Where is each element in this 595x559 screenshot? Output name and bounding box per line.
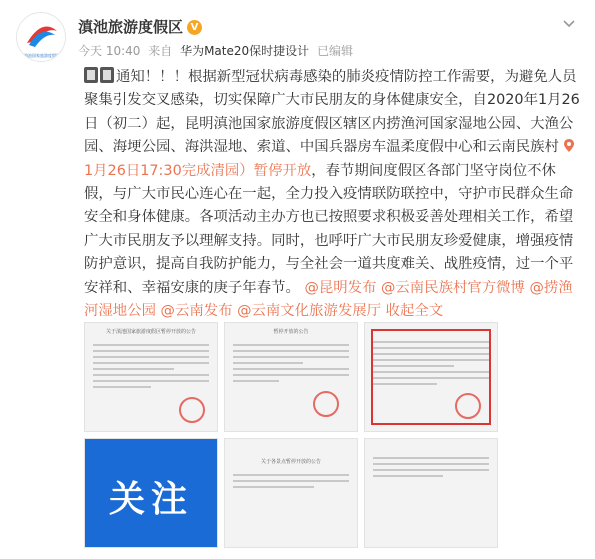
svg-text:滇池国家旅游度假区: 滇池国家旅游度假区: [24, 53, 60, 58]
post-body: [84, 66, 582, 323]
collapse-text-link[interactable]: 收起全文: [385, 303, 444, 320]
mention-link[interactable]: @捞渔河湿地公园: [84, 279, 573, 320]
post-time[interactable]: 今天 10:40: [78, 44, 141, 58]
post-body-text-2: ，春节期间度假区各部门坚守岗位不休假，与广大市民心连心在一起，全力投入疫情联防联控中，守护市民群众生命安全和身体健康。各项活动主办方也已按照要求积极妥善处理相关工作，希望广大市民朋友予以理解支持。同时，也呼吁广大市民朋友珍爱健康，增强疫情防护意识，提高自我防护能力，与全社会一道共度难关、战胜疫情，过一个平安祥和、幸福安康的庚子年春节。: [84, 162, 574, 296]
red-stamp-icon: [179, 397, 205, 423]
notice-label: 通知！！！: [116, 69, 188, 85]
chevron-down-icon[interactable]: [562, 16, 576, 30]
document-title: 暂停开放的公告: [273, 329, 309, 335]
post-body-text-1: 根据新型冠状病毒感染的肺炎疫情防控工作需要，为避免人员聚集引发交叉感染，切实保障广大市民朋友的身体健康安全，自2020年1月26日（初二）起，昆明滇池国家旅游度假区辖区内捞渔河国家湿地公园、大渔公园、海埂公园、海洪湿地、索道、中国兵器房车温柔度假中心和云南民族村: [84, 69, 580, 156]
edited-label[interactable]: 已编辑: [316, 44, 353, 58]
device-source[interactable]: 华为Mate20保时捷设计: [180, 44, 310, 58]
image-thumbnail[interactable]: [84, 438, 218, 548]
mention-link[interactable]: @云南发布: [160, 303, 233, 320]
speaker-emoji-icon: [100, 67, 114, 83]
image-thumbnail[interactable]: [224, 438, 358, 548]
guanzhu-banner-text: 关注: [108, 479, 193, 520]
image-thumbnail[interactable]: [224, 322, 358, 432]
mention-link[interactable]: @云南民族村官方微博: [381, 279, 525, 296]
document-title: 关于滇池国家旅游度假区暂停开放的公告: [105, 329, 196, 335]
avatar[interactable]: [16, 12, 66, 62]
mention-link[interactable]: @云南文化旅游发展厅: [237, 303, 382, 320]
post-header: [16, 10, 576, 62]
dianchi-logo-icon: [17, 13, 66, 62]
location-link[interactable]: 1月26日17:30完成清园）暂停开放: [84, 162, 312, 179]
location-pin-icon: [564, 139, 574, 152]
image-thumbnail[interactable]: [364, 322, 498, 432]
verified-badge-icon: V: [187, 20, 202, 35]
speaker-emoji-icon: [84, 67, 98, 83]
document-title: 关于各景点暂停开放的公告: [260, 459, 321, 465]
from-label: 来自: [148, 44, 173, 58]
red-stamp-icon: [313, 391, 339, 417]
mention-link[interactable]: @昆明发布: [304, 279, 377, 296]
red-stamp-icon: [455, 393, 481, 419]
image-thumbnail[interactable]: [364, 438, 498, 548]
image-thumbnail[interactable]: [84, 322, 218, 432]
account-name[interactable]: 滇池旅游度假区 V: [78, 16, 202, 37]
post-meta: [78, 42, 357, 59]
